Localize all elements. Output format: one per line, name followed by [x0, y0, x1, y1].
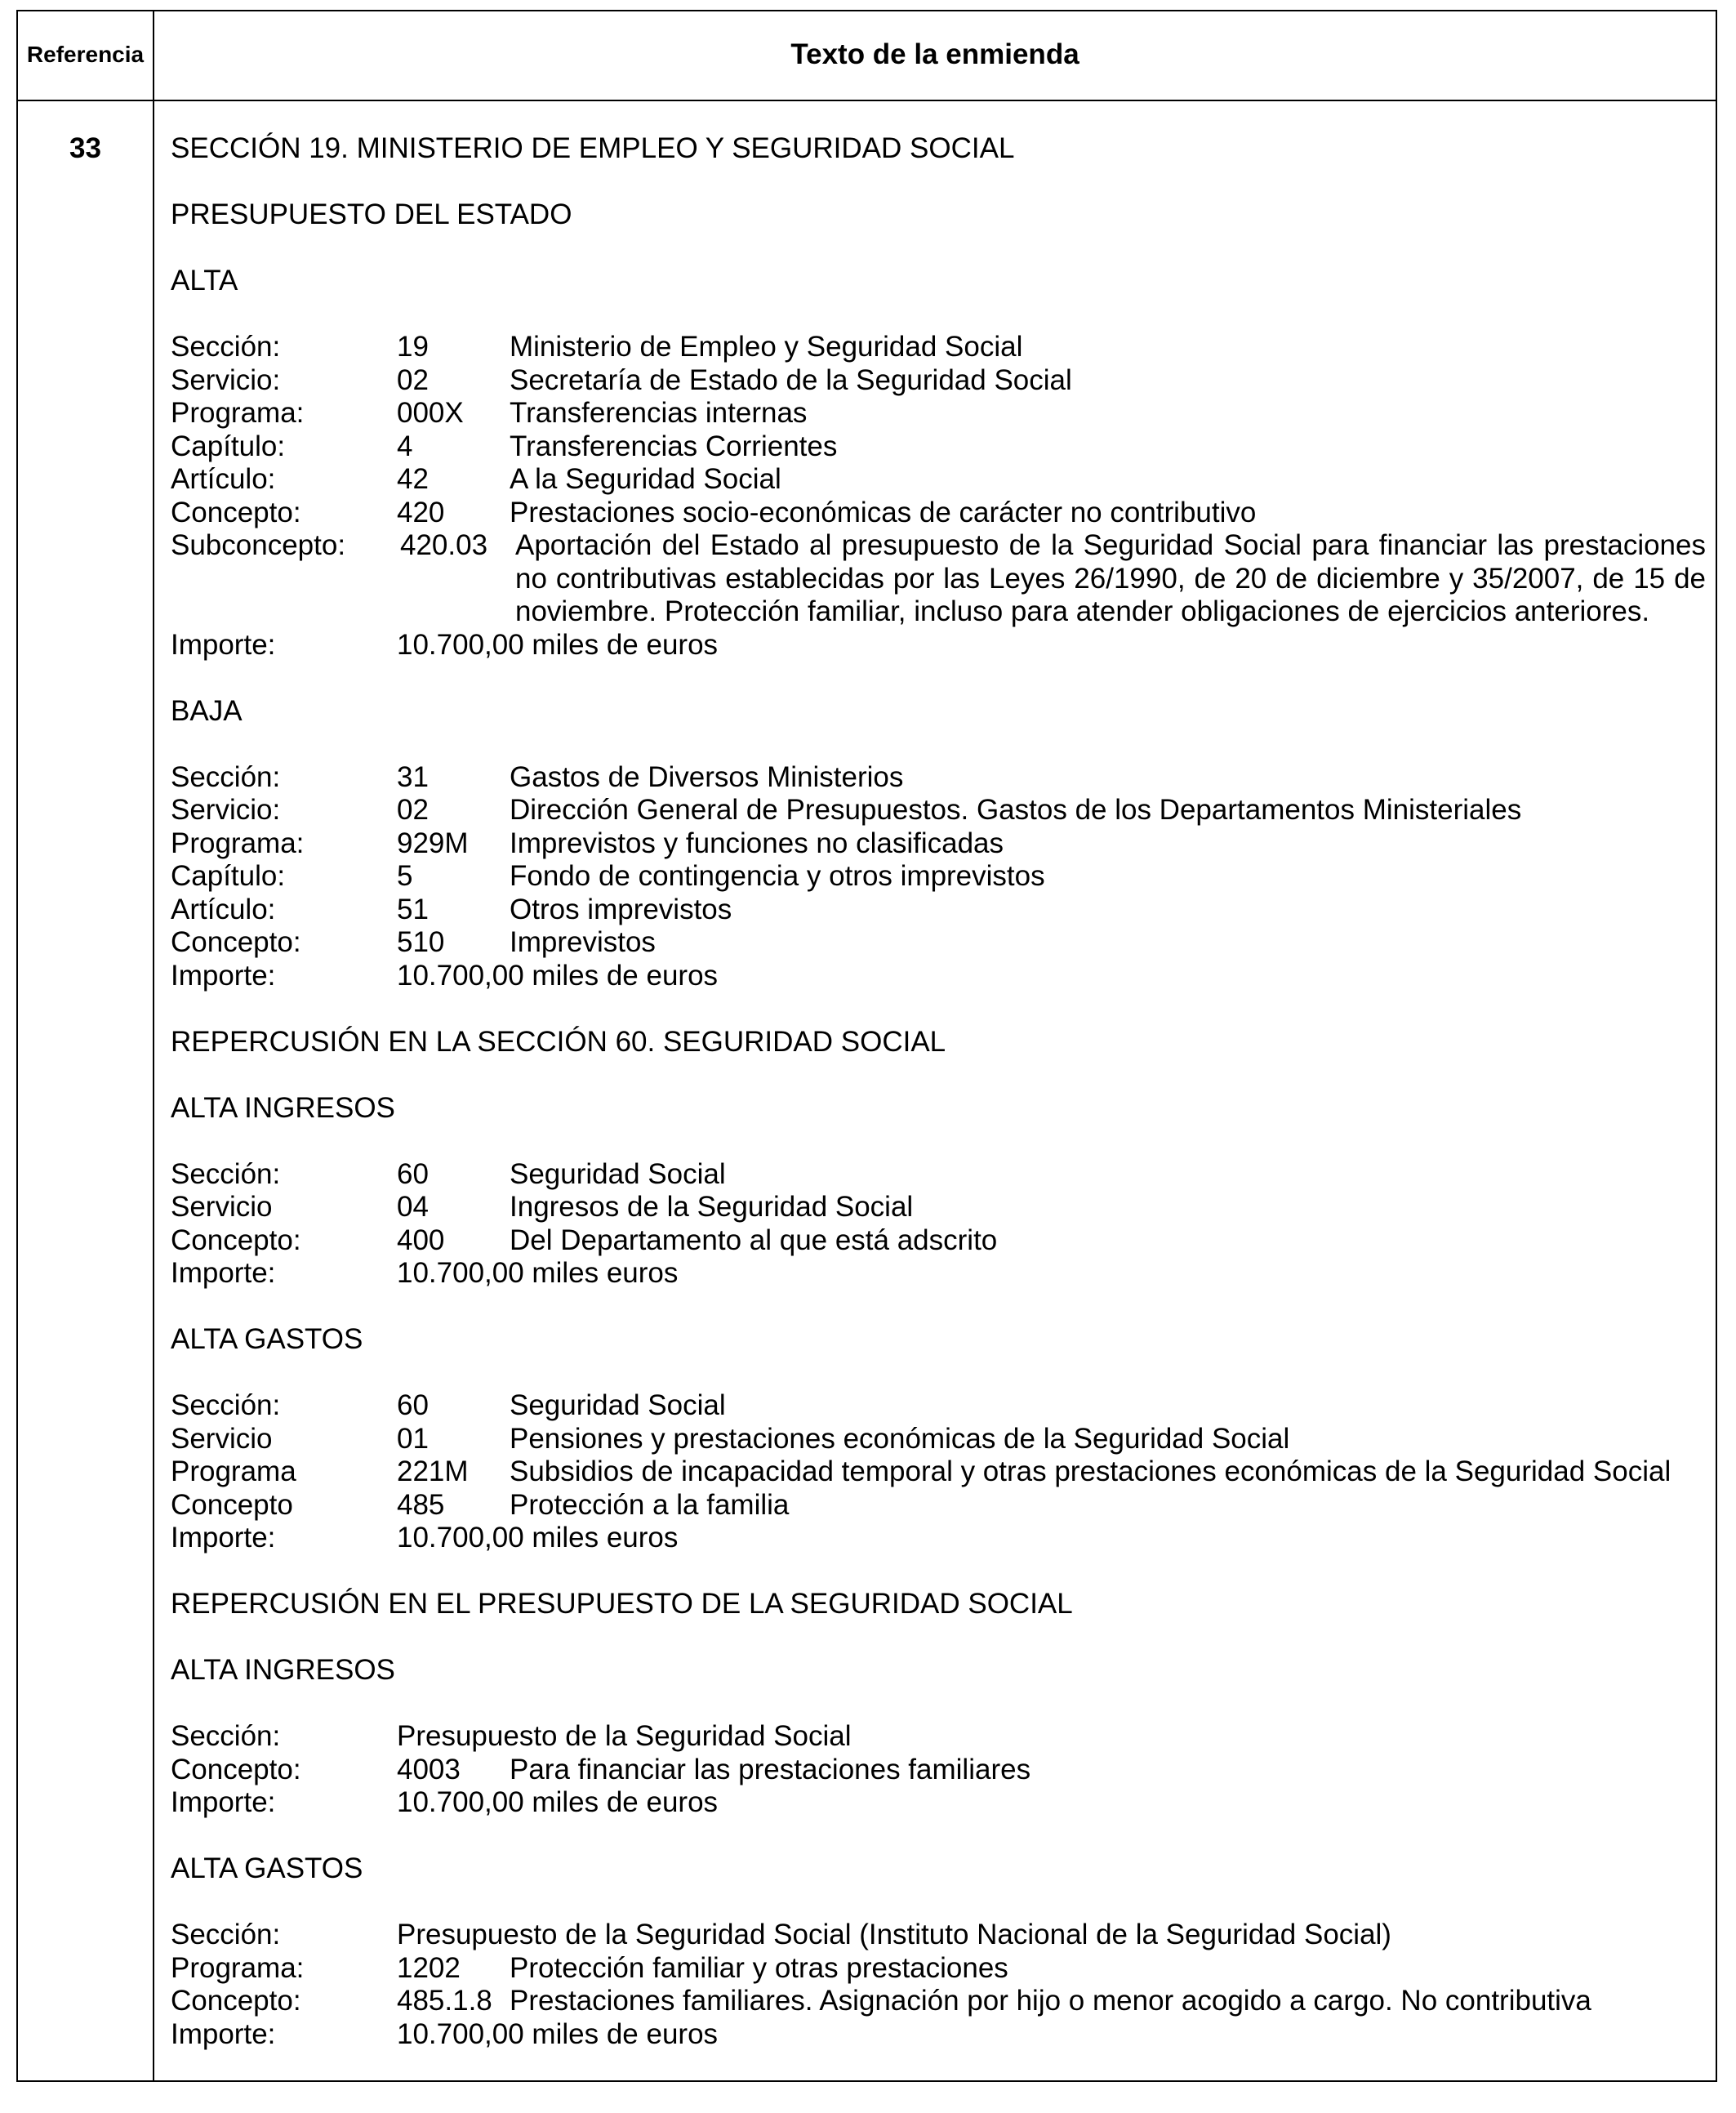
- row-code: 19: [397, 331, 429, 363]
- row-label: Programa: [171, 1455, 296, 1487]
- row-label: Programa:: [171, 1951, 305, 1984]
- budget-row: [171, 529, 1706, 629]
- spacer: [171, 1820, 1706, 1853]
- row-label: Servicio: [171, 1422, 273, 1455]
- row-code: 000X: [397, 397, 464, 429]
- budget-row: [171, 1257, 1706, 1291]
- section-heading: BAJA: [171, 694, 243, 727]
- row-value: 10.700,00 miles euros: [397, 1522, 679, 1554]
- row-label: Importe:: [171, 1257, 276, 1289]
- spacer: [171, 1555, 1706, 1589]
- budget-row: [171, 761, 1706, 795]
- header-reference: Referencia: [26, 42, 145, 67]
- row-label: Concepto:: [171, 496, 301, 528]
- reference-number: 33: [69, 132, 101, 164]
- row-label: Programa:: [171, 827, 305, 859]
- row-description: Subsidios de incapacidad temporal y otras prestaciones económicas de la Seguridad Social: [510, 1455, 1671, 1487]
- row-label: Importe:: [171, 2017, 276, 2050]
- row-label: Sección:: [171, 331, 281, 363]
- budget-row: [171, 463, 1706, 497]
- row-description: Imprevistos y funciones no clasificadas: [510, 827, 1004, 859]
- section-heading: REPERCUSIÓN EN LA SECCIÓN 60. SEGURIDAD SOCIAL: [171, 1025, 946, 1058]
- row-code: 485.1.8: [397, 1985, 492, 2017]
- row-label: Importe:: [171, 1786, 276, 1818]
- spacer: [171, 1687, 1706, 1721]
- row-description: Pensiones y prestaciones económicas de la Seguridad Social: [510, 1422, 1290, 1455]
- budget-row: [171, 1919, 1706, 1952]
- amendment-text: [171, 132, 1706, 2051]
- header-amendment-text: Texto de la enmienda: [790, 38, 1079, 70]
- row-description: Imprevistos: [510, 926, 656, 958]
- row-description: Otros imprevistos: [510, 893, 732, 925]
- budget-row: [171, 364, 1706, 398]
- row-description: Prestaciones familiares. Asignación por hijo o menor acogido a cargo. No contributiva: [510, 1985, 1591, 2017]
- row-code: 02: [397, 363, 429, 396]
- row-label: Concepto:: [171, 926, 301, 958]
- row-description: Ministerio de Empleo y Seguridad Social: [510, 331, 1023, 363]
- row-value: 10.700,00 miles de euros: [397, 1786, 719, 1818]
- section-heading: ALTA GASTOS: [171, 1852, 363, 1884]
- row-description: Protección a la familia: [510, 1488, 790, 1521]
- row-description: Prestaciones socio-económicas de carácter no contributivo: [510, 496, 1257, 528]
- spacer: [171, 1357, 1706, 1390]
- budget-row: [171, 1754, 1706, 1787]
- budget-row: [171, 794, 1706, 827]
- budget-row: [171, 629, 1706, 662]
- budget-row: [171, 960, 1706, 993]
- row-description: Dirección General de Presupuestos. Gastos de los Departamentos Ministeriales: [510, 794, 1522, 826]
- row-label: Sección:: [171, 1720, 281, 1752]
- section-heading: ALTA INGRESOS: [171, 1091, 395, 1124]
- row-label: Capítulo:: [171, 430, 286, 462]
- row-label: Capítulo:: [171, 860, 286, 892]
- row-code: 420.03: [400, 529, 488, 561]
- row-description: Seguridad Social: [510, 1157, 726, 1190]
- row-description: Fondo de contingencia y otros imprevistos: [510, 860, 1045, 892]
- row-label: Concepto:: [171, 1753, 301, 1785]
- spacer: [171, 1886, 1706, 1919]
- row-label: Sección:: [171, 760, 281, 793]
- row-code: 42: [397, 463, 429, 495]
- row-label: Importe:: [171, 1522, 276, 1554]
- row-description: Secretaría de Estado de la Seguridad Social: [510, 363, 1072, 396]
- row-code: 02: [397, 794, 429, 826]
- row-description: Gastos de Diversos Ministerios: [510, 760, 904, 793]
- budget-row: [171, 926, 1706, 960]
- row-label: Artículo:: [171, 463, 276, 495]
- row-code: 4003: [397, 1753, 461, 1785]
- row-value: 10.700,00 miles de euros: [397, 628, 719, 661]
- budget-row: [171, 1158, 1706, 1192]
- row-code: 4: [397, 430, 413, 462]
- row-code: 60: [397, 1389, 429, 1421]
- row-code: 51: [397, 893, 429, 925]
- budget-row: [171, 1522, 1706, 1555]
- row-label: Servicio:: [171, 363, 281, 396]
- budget-row: [171, 894, 1706, 927]
- row-label: Concepto:: [171, 1224, 301, 1256]
- row-description: Transferencias internas: [510, 397, 808, 429]
- spacer: [171, 1059, 1706, 1092]
- row-label: Sección:: [171, 1157, 281, 1190]
- row-code: 1202: [397, 1951, 461, 1984]
- budget-row: [171, 1455, 1706, 1489]
- budget-row: [171, 1489, 1706, 1522]
- section-heading: REPERCUSIÓN EN EL PRESUPUESTO DE LA SEGURIDAD SOCIAL: [171, 1588, 1073, 1620]
- section-heading: ALTA INGRESOS: [171, 1654, 395, 1686]
- row-label: Sección:: [171, 1389, 281, 1421]
- row-value: 10.700,00 miles de euros: [397, 959, 719, 992]
- spacer: [171, 1291, 1706, 1324]
- row-description: Seguridad Social: [510, 1389, 726, 1421]
- row-description: Aportación del Estado al presupuesto de la Seguridad Social para financiar las prestaciones no contributivas establecidas por las Leyes 26/1990, de 20 de diciembre y 35/2007, de 15 de noviembre. Protección familiar, incluso para atender obligaciones de ejercicios anteriores.: [515, 529, 1706, 627]
- budget-row: [171, 2018, 1706, 2052]
- budget-row: [171, 1952, 1706, 1986]
- budget-row: [171, 1786, 1706, 1820]
- row-description: Ingresos de la Seguridad Social: [510, 1191, 914, 1223]
- budget-row: [171, 397, 1706, 430]
- spacer: [171, 992, 1706, 1026]
- row-value: 10.700,00 miles euros: [397, 1257, 679, 1289]
- budget-row: [171, 430, 1706, 464]
- row-code: 221M: [397, 1455, 469, 1487]
- spacer: [171, 728, 1706, 761]
- row-description: Para financiar las prestaciones familiares: [510, 1753, 1031, 1785]
- budget-row: [171, 1389, 1706, 1423]
- row-label: Subconcepto:: [171, 529, 346, 561]
- budget-row: [171, 1224, 1706, 1258]
- spacer: [171, 298, 1706, 332]
- section-heading: SECCIÓN 19. MINISTERIO DE EMPLEO Y SEGURIDAD SOCIAL: [171, 132, 1015, 164]
- row-code: 60: [397, 1157, 429, 1190]
- row-code: 31: [397, 760, 429, 793]
- row-label: Concepto: [171, 1488, 293, 1521]
- budget-row: [171, 1191, 1706, 1224]
- budget-row: [171, 1720, 1706, 1754]
- section-heading: PRESUPUESTO DEL ESTADO: [171, 198, 572, 230]
- spacer: [171, 1621, 1706, 1655]
- row-description: Protección familiar y otras prestaciones: [510, 1951, 1008, 1984]
- row-description: Transferencias Corrientes: [510, 430, 838, 462]
- row-code: 510: [397, 926, 445, 958]
- section-heading: ALTA GASTOS: [171, 1323, 363, 1355]
- row-value: Presupuesto de la Seguridad Social: [397, 1720, 852, 1752]
- row-code: 420: [397, 496, 445, 528]
- row-label: Programa:: [171, 397, 305, 429]
- row-label: Servicio:: [171, 794, 281, 826]
- section-heading: ALTA: [171, 265, 238, 296]
- column-divider: [153, 10, 154, 2082]
- header-divider: [16, 100, 1717, 101]
- row-code: 01: [397, 1422, 429, 1455]
- spacer: [171, 166, 1706, 199]
- row-label: Artículo:: [171, 893, 276, 925]
- spacer: [171, 1125, 1706, 1158]
- row-description: Del Departamento al que está adscrito: [510, 1224, 998, 1256]
- row-code: 5: [397, 860, 413, 892]
- row-description: A la Seguridad Social: [510, 463, 781, 495]
- budget-row: [171, 1423, 1706, 1456]
- row-value: Presupuesto de la Seguridad Social (Instituto Nacional de la Seguridad Social): [397, 1919, 1391, 1950]
- row-label: Importe:: [171, 959, 276, 992]
- row-label: Importe:: [171, 628, 276, 661]
- spacer: [171, 232, 1706, 265]
- row-value: 10.700,00 miles de euros: [397, 2017, 719, 2050]
- row-code: 04: [397, 1191, 429, 1223]
- budget-row: [171, 331, 1706, 364]
- row-code: 929M: [397, 827, 469, 859]
- budget-row: [171, 1985, 1706, 2018]
- row-code: 400: [397, 1224, 445, 1256]
- row-label: Concepto:: [171, 1985, 301, 2017]
- row-code: 485: [397, 1488, 445, 1521]
- budget-row: [171, 827, 1706, 861]
- budget-row: [171, 860, 1706, 894]
- row-label: Servicio: [171, 1191, 273, 1223]
- budget-row: [171, 497, 1706, 530]
- spacer: [171, 662, 1706, 695]
- row-label: Sección:: [171, 1919, 281, 1950]
